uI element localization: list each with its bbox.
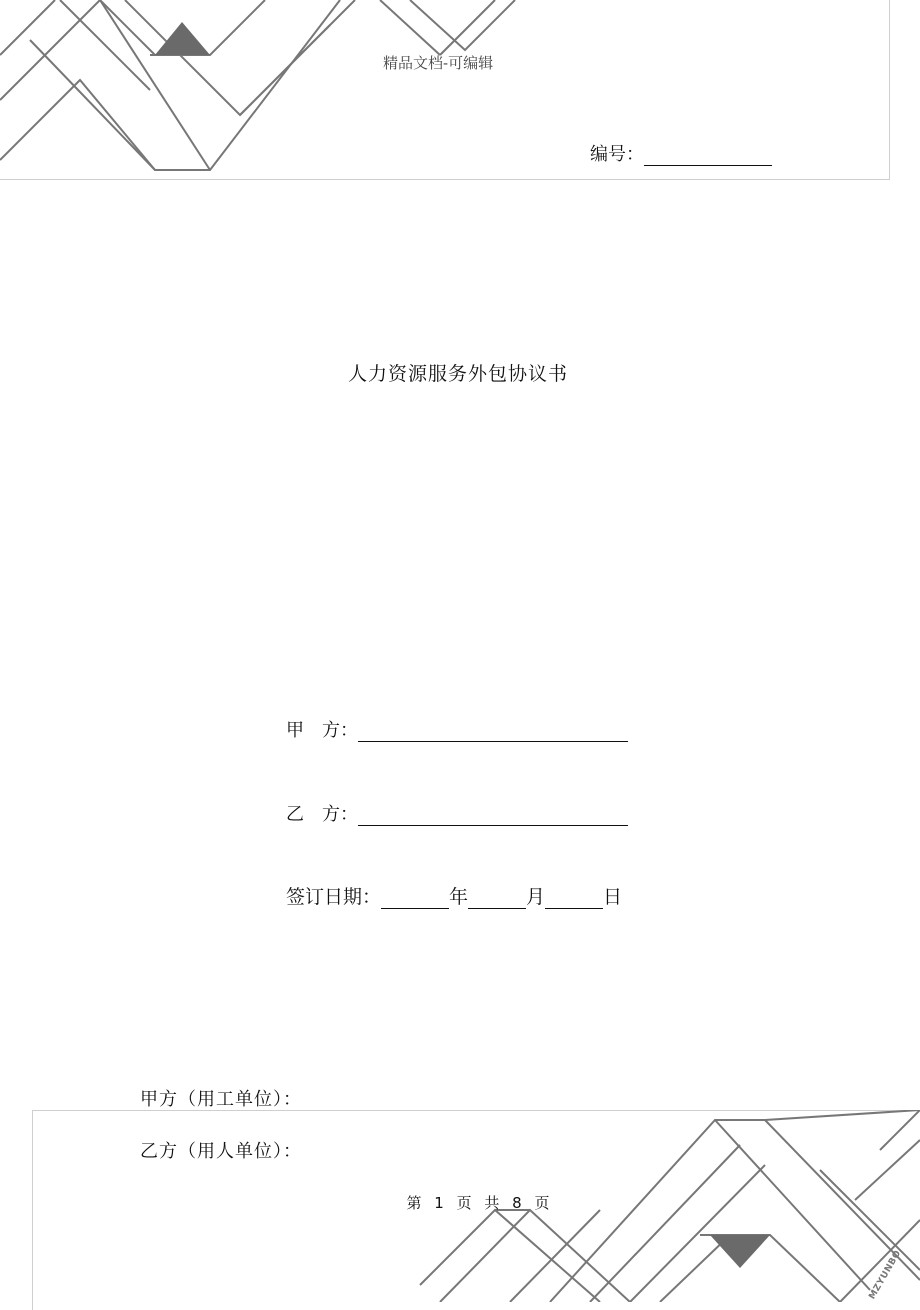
party-b-label: 乙 方：: [286, 804, 358, 825]
footer-triangle-shape: [710, 1235, 770, 1268]
page-indicator: 第 1 页 共 8 页: [406, 1194, 550, 1212]
party-b-blank[interactable]: [358, 805, 628, 826]
day-label: 日: [603, 886, 623, 908]
sign-date-row: [286, 882, 622, 909]
day-blank[interactable]: [545, 888, 603, 909]
watermark-text: 精品文档-可编辑: [383, 54, 494, 72]
header-geometric-pattern: [0, 0, 520, 178]
party-a-label: 甲 方：: [286, 720, 358, 741]
month-blank[interactable]: [468, 888, 526, 909]
year-label: 年: [449, 886, 469, 908]
page-title: 人力资源服务外包协议书: [347, 363, 568, 385]
document-number-blank[interactable]: [644, 147, 772, 166]
year-blank[interactable]: [381, 888, 449, 909]
document-number-label: 编号：: [590, 144, 644, 165]
party-a-row: [286, 716, 628, 742]
month-label: 月: [526, 886, 546, 908]
party-a-blank[interactable]: [358, 721, 628, 742]
employer-line: 甲方（用工单位）：: [140, 1089, 302, 1110]
party-b-row: [286, 800, 628, 826]
sign-date-label: 签订日期：: [286, 886, 382, 908]
provider-line: 乙方（用人单位）：: [140, 1141, 302, 1162]
footer-logo: MZYUNBO: [867, 1248, 904, 1302]
document-number: [590, 140, 772, 166]
